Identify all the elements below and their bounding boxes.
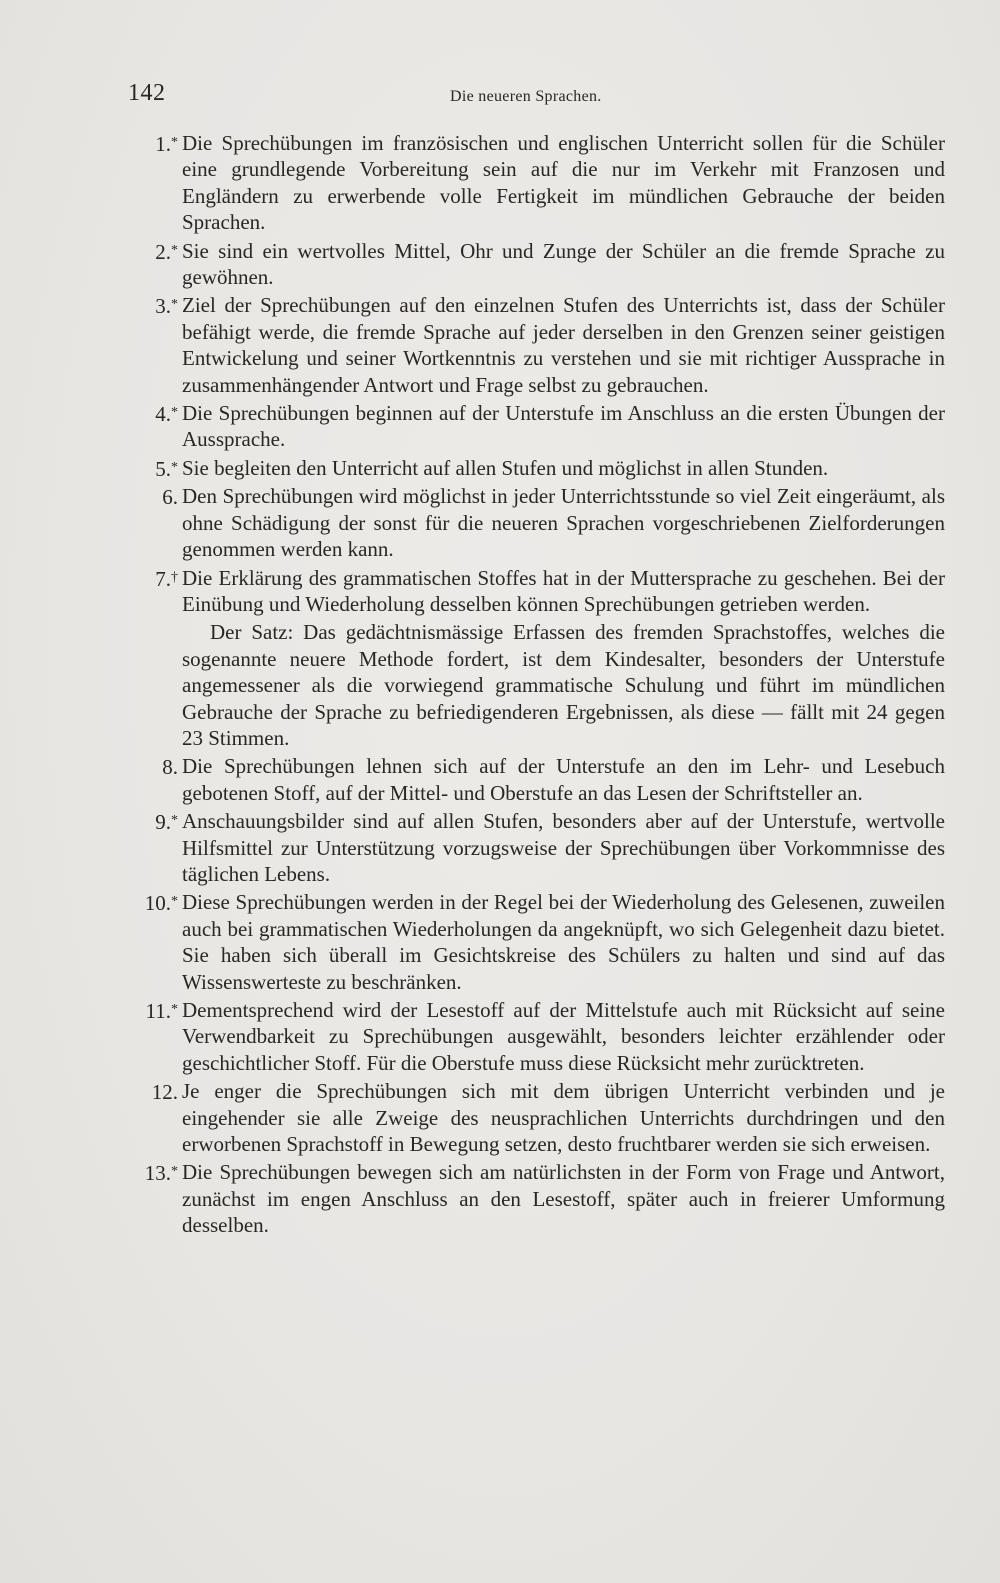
paragraph-12 xyxy=(130,1078,945,1157)
paragraph-7 xyxy=(130,565,945,618)
item-mark: * xyxy=(171,297,178,313)
item-number: 6. xyxy=(162,485,178,510)
item-number: 2.* xyxy=(155,239,178,264)
item-mark: * xyxy=(171,242,178,258)
running-title: Die neueren Sprachen. xyxy=(450,88,602,105)
item-text: Die Sprechübungen beginnen auf der Unterstufe im Anschluss an die ersten Übungen der Aussprache. xyxy=(182,401,945,452)
item-number: 3.* xyxy=(155,294,178,319)
item-mark: * xyxy=(171,894,178,910)
item-number: 12. xyxy=(151,1080,178,1105)
item-text: Ziel der Sprechübungen auf den einzelnen Stufen des Unterrichts ist, dass der Schüler befähigt werde, die fremde Sprache auf jeder derselben in den Grenzen seiner geistigen Entwickelung und seiner Wortkenntnis zu verstehen und sie mit richtiger Aussprache in zusammenhängender Antwort und Frage selbst zu gebrauchen. xyxy=(182,293,945,397)
item-mark: † xyxy=(171,569,178,585)
item-number: 13.* xyxy=(144,1161,178,1186)
item-number: 1.* xyxy=(155,132,178,156)
item-text: Je enger die Sprechübungen sich mit dem übrigen Unterricht verbinden und je eingehender sie alle Zweige des neusprachlichen Unterrichts durchdringen und den erworbenen Sprachstoff in Bewegung setzen, desto fruchtbarer werden sie sich erweisen. xyxy=(182,1079,945,1157)
running-head xyxy=(128,80,948,114)
paragraph-3 xyxy=(130,292,945,398)
item-number: 11.* xyxy=(145,999,178,1023)
item-mark: * xyxy=(171,135,178,150)
body-text xyxy=(130,128,945,1239)
item-text: Die Sprechübungen im französischen und englischen Unterricht sollen für die Schüler eine grundlegende Vorbereitung sein auf die nur im Verkehr mit Franzosen und Engländern zu erwerbende volle Fertigkeit im mündlichen Gebrauche der beiden Sprachen. xyxy=(182,131,945,235)
item-text: Sie sind ein wertvolles Mittel, Ohr und Zunge der Schüler an die fremde Sprache zu gewöhnen. xyxy=(182,238,945,290)
item-text: Die Sprechübungen bewegen sich am natürlichsten in der Form von Frage und Antwort, zunächst im engen Anschluss an den Lesestoff, später auch in freierer Umformung desselben. xyxy=(182,1160,945,1238)
item-number: 8. xyxy=(162,755,178,780)
paragraph-7-note: Der Satz: Das gedächtnismässige Erfassen des fremden Sprachstoffes, welches die sogenannte neuere Methode fordert, ist dem Kindesalter, besonders der Unterstufe angemessener als die vorwiegend grammatische Schulung und führt im mündlichen Gebrauche der Sprache zu befriedigenderen Ergebnissen, als diese — fällt mit 24 gegen 23 Stimmen. xyxy=(182,620,945,750)
paragraph-5 xyxy=(130,455,945,481)
paragraph-13 xyxy=(130,1159,945,1238)
item-text: Die Sprechübungen lehnen sich auf der Unterstufe an den im Lehr- und Lesebuch gebotenen Stoff, auf der Mittel- und Oberstufe an das Lesen der Schriftsteller an. xyxy=(182,754,945,805)
item-text: Dementsprechend wird der Lesestoff auf der Mittelstufe auch mit Rücksicht auf seine Verwendbarkeit zu Sprechübungen ausgewählt, besonders leichter erzählender oder geschichtlicher Stoff. Für die Oberstufe muss diese Rücksicht mehr zurücktreten. xyxy=(182,998,945,1075)
item-mark: * xyxy=(171,1002,178,1017)
item-number: 9.* xyxy=(155,810,178,835)
item-text: Die Erklärung des grammatischen Stoffes hat in der Muttersprache zu geschehen. Bei der Einübung und Wiederholung desselben können Sprechübungen getrieben werden. xyxy=(182,565,945,616)
item-mark: * xyxy=(171,1164,178,1180)
page-number: 142 xyxy=(128,80,166,106)
paragraph-4 xyxy=(130,400,945,453)
item-text: Sie begleiten den Unterricht auf allen Stufen und möglichst in allen Stunden. xyxy=(182,455,829,480)
item-number: 5.* xyxy=(155,456,178,481)
paragraph-10 xyxy=(130,889,945,995)
item-text: Den Sprechübungen wird möglichst in jeder Unterrichtsstunde so viel Zeit eingeräumt, als ohne Schädigung der sonst für die neueren Sprachen vorgeschriebenen Zielforderungen genommen werden kann. xyxy=(182,484,945,562)
paragraph-11 xyxy=(130,997,945,1076)
item-mark: * xyxy=(171,813,178,829)
item-text: Diese Sprechübungen werden in der Regel bei der Wiederholung des Gelesenen, zuweilen auch bei grammatischen Wiederholungen da angeknüpft, wo sich Gelegenheit dazu bietet. Sie haben sich überall im Gesichtskreise des Schülers zu halten und sind auf das Wissenswerteste zu beschränken. xyxy=(182,890,945,994)
item-mark: * xyxy=(171,459,178,475)
item-mark: * xyxy=(171,405,178,421)
paragraph-8 xyxy=(130,753,945,806)
item-text: Anschauungsbilder sind auf allen Stufen, besonders aber auf der Unterstufe, wertvolle Hilfsmittel zur Unterstützung vorzugsweise der Sprechübungen über Vorkommnisse des täglichen Lebens. xyxy=(182,809,945,886)
item-number: 10.* xyxy=(144,891,178,916)
item-number: 7.† xyxy=(155,566,178,591)
paragraph-2 xyxy=(130,238,945,291)
paragraph-1 xyxy=(130,130,945,236)
paragraph-9 xyxy=(130,808,945,887)
item-number: 4.* xyxy=(155,402,178,427)
paragraph-6 xyxy=(130,483,945,562)
